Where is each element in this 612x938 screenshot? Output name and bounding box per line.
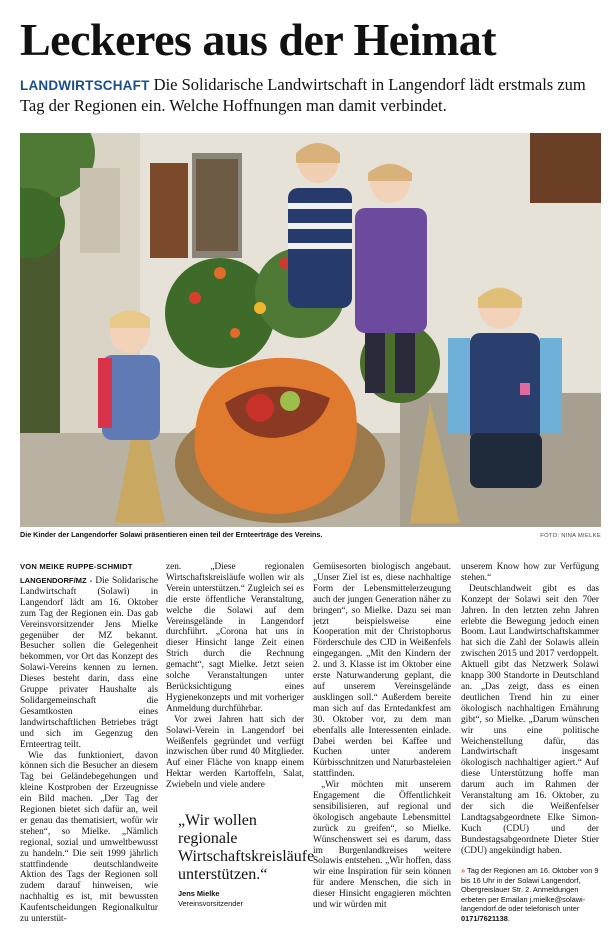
paragraph-text: Die Solidarische Landwirtschaft (Solawi) in Langendorf lädt am 16. Oktober zum Tag der Regionen ein. Das gab Vereinsvorsitzender Jens Mielke gegenüber der MZ bekannt. Besucher sollen die Gelegenheit bekommen, vor Ort das Konzept des Solawi-Vereins kennen zu lernen. Dieses besteht darin, dass eine Gruppe privater Haushalte als Solidargemeinschaft die Gesamtkosten eines landwirtschaftlichen Betriebes trägt und sich im Gegenzug den Ernteertrag teilt. <box>20 576 158 750</box>
paragraph: Deutschlandweit gibt es das Konzept der Solawi seit den 70er Jahren. In den letzten zehn Jahren erlebte die Bewegung jedoch einen Boom. Laut Landwirtschaftskammer hat sich die Zahl der Solawis allein zwischen 2015 und 2017 verdoppelt. Aktuell gibt das Netzwerk Solawi knapp 300 Standorte in Deutschland an. „Das zeigt, dass es einen deutlichen Trend hin zu einer ökologisch nachhaltigen Ernährung gibt“, so Mielke. „Darum wünschen wir uns eine politische Weichenstellung dafür, das Landwirtschaft insgesamt ökologisch nachhaltiger agiert.“ Auf diese Unterstützung hoffe man darum auch im Rahmen der Veranstaltung am 16. Oktober, zu der sich die Weißenfelser Landtagsabgeordnete Elke Simon-Kuch (CDU) und der Bundestagsabgeordnete Dieter Stier (CDU) angekündigt haben. <box>461 583 599 856</box>
photo-credit: FOTO: NINA MIELKE <box>540 533 601 539</box>
kicker: LANDWIRTSCHAFT <box>20 78 150 93</box>
quote-text: „Wir wollen regionale Wirtschaftskreisläufe unterstützen.“ <box>178 812 315 883</box>
dateline: LANGENDORF/MZ - <box>20 576 93 585</box>
column-3 <box>313 562 451 934</box>
paragraph <box>20 576 158 751</box>
paragraph: „Wir möchten mit unserem Engagement die Öffentlichkeit sensibilisieren, auf regional und ökologisch angebaute Lebensmittel zurück zu greifen“, so Mielke. Wünschenswert sei es darum, dass im Burgenlandkreises weitere Solawis entstehen. „Wir hoffen, dass wir eine Inspiration für sein können für andere Menschen, die sich in dieser Hinsicht engagieren möchten und wir würden mit <box>313 780 451 911</box>
dek-text: Die Solidarische Landwirtschaft in Langendorf lädt erstmals zum Tag der Regionen ein. Welche Hoffnungen man damit verbindet. <box>20 75 586 115</box>
pull-quote <box>178 812 315 909</box>
article-photo <box>20 133 601 527</box>
info-end: . <box>507 913 510 923</box>
quote-role: Vereinsvorsitzender <box>178 899 243 908</box>
info-marker-icon: » <box>461 866 466 875</box>
paragraph: zen. „Diese regionalen Wirtschaftskreisläufe wollen wir als Verein unterstützen.“ Zugleich sei es die erste öffentliche Veranstaltung, welche die Solawi auf dem Vereinsgelände in Langendorf durchführt. „Corona hat uns in dieser Hinsicht lange Zeit einen Strich durch die Rechnung gemacht“, sagt Mielke. Jetzt seien solche Veranstaltungen unter Berücksichtigung eines Hygienekonzepts und mit vorheriger Anmeldung durchführbar. <box>166 562 304 714</box>
paragraph: Gemüsesorten biologisch angebaut. „Unser Ziel ist es, diese nachhaltige Form der Lebensmittelerzeugung auch der jungen Generation näher zu bringen“, so Mielke. Dazu sei man jetzt beispielsweise eine Kooperation mit der Christophorus Förderschule des CJD in Weißenfels eingegangen. „Mit den Kindern der 2. und 3. Klasse ist im Oktober eine erste Naturwanderung geplant, die auf unserem Vereinsgelände ausklingen soll.“ Außerdem bereite man sich auf das Erntedankfest am 30. Oktober vor, zu dem man ebenfalls alle Interessenten einlade. Dabei werden bei Kaffee und Kuchen unter anderem Kürbisschnitzen und Naturbasteleien stattfinden. <box>313 562 451 780</box>
paragraph: Vor zwei Jahren hatt sich der Solawi-Verein in Langendorf bei Weißenfels gegründet und verfügt inzwischen über rund 40 Mitglieder. Auf einer Fläche von knapp einem Hektar werden Kartoffeln, Salat, Zwiebeln und viele andere <box>166 714 304 791</box>
quote-author: Jens Mielke <box>178 889 220 898</box>
headline: Leckeres aus der Heimat <box>20 14 497 65</box>
caption-row <box>20 530 601 544</box>
photo-caption: Die Kinder der Langendorfer Solawi präsentieren einen teil der Ernteerträge des Vereins. <box>20 530 323 539</box>
column-2 <box>166 562 304 802</box>
info-box <box>461 866 601 924</box>
column-4 <box>461 562 599 862</box>
column-1 <box>20 562 158 934</box>
info-text: Tag der Regionen am 16. Oktober von 9 bis 16 Uhr in der Solawi Langendorf, Obergreislauer Str. 2. Anmeldungen erbeten per Emailan j.mielke@solawi-langendorf.de oder telefonisch unter <box>461 866 599 914</box>
info-phone: 0171/7621138 <box>461 913 508 923</box>
byline: VON MEIKE RUPPE-SCHMIDT <box>20 562 133 571</box>
paragraph: Wie das funktioniert, davon können sich die Besucher an diesem Tag bei Geländebegehungen und kleine Kostproben der Erzeugnisse ein Bild machen. „Der Tag der Regionen bietet sich dafür an, weil er genau das thematisiert, wofür wir stehen“, so Mielke. „Nämlich regional, sozial und umweltbewusst zu handeln.“ Die seit 1999 jährlich stattfindende deutschlandweite Aktion des Tags der Regionen soll zudem darauf hinweisen, wie nachhaltig es ist, mit bewussten Kaufentscheidungen Regionalkultur zu unterstüt- <box>20 750 158 925</box>
paragraph: unserem Know how zur Verfügung stehen.“ <box>461 562 599 583</box>
dek <box>20 75 605 115</box>
